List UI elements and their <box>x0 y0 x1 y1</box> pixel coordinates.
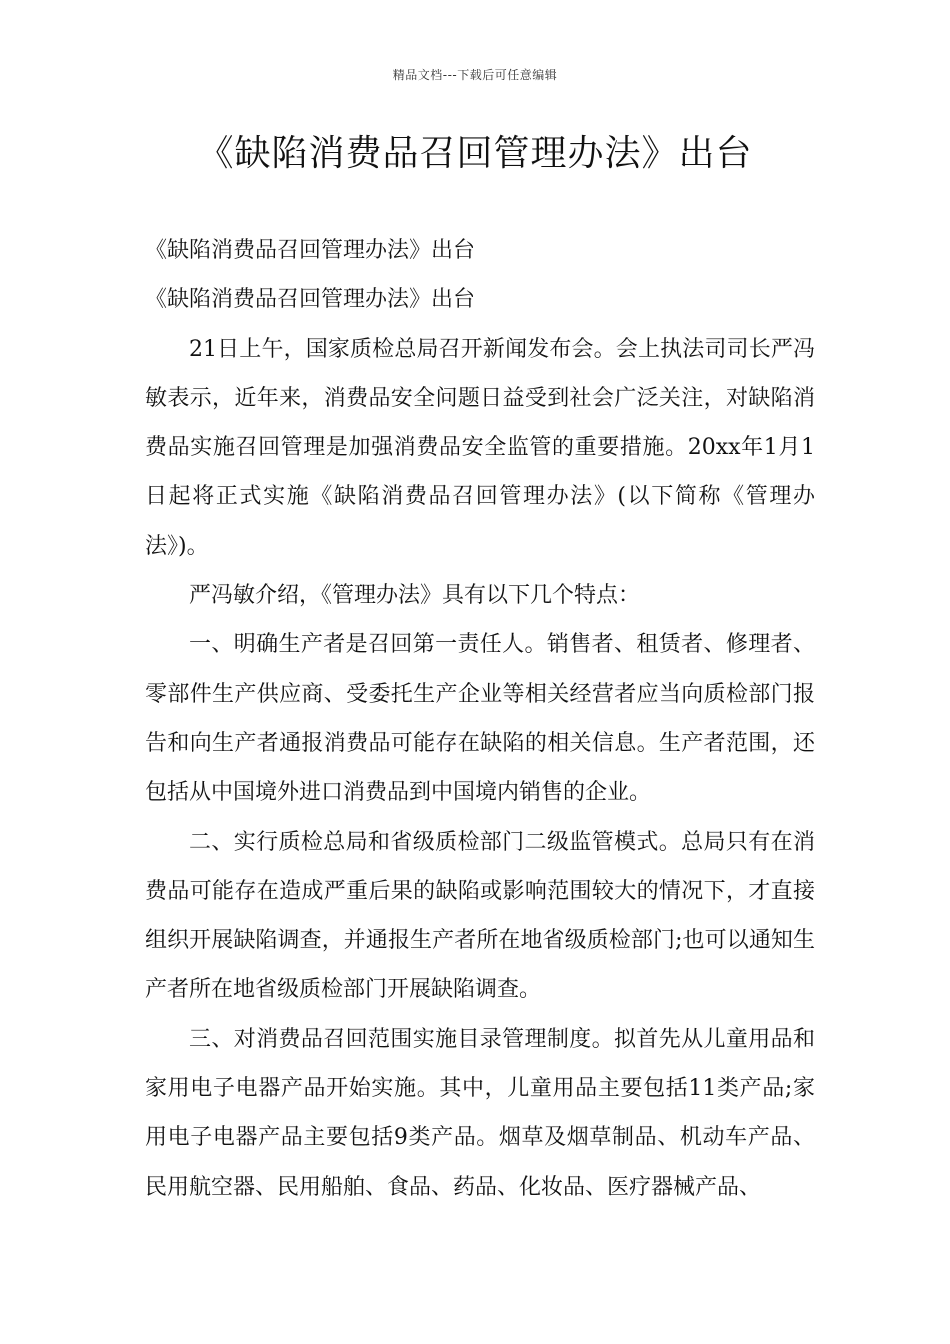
header-note: 精品文档---下载后可任意编辑 <box>392 68 558 82</box>
document-body <box>145 226 815 1212</box>
paragraph: 21日上午，国家质检总局召开新闻发布会。会上执法司司长严冯敏表示，近年来，消费品安全问题日益受到社会广泛关注，对缺陷消费品实施召回管理是加强消费品安全监管的重要措施。20xx年1月1日起将正式实施《缺陷消费品召回管理办法》(以下简称《管理办法》)。 <box>145 336 815 559</box>
paragraph: 二、实行质检总局和省级质检部门二级监管模式。总局只有在消费品可能存在造成严重后果的缺陷或影响范围较大的情况下，才直接组织开展缺陷调查，并通报生产者所在地省级质检部门;也可以通知生产者所在地省级质检部门开展缺陷调查。 <box>145 829 815 1003</box>
paragraph-subtitle: 《缺陷消费品召回管理办法》出台 <box>145 238 476 263</box>
document-title: 《缺陷消费品召回管理办法》出台 <box>197 133 753 174</box>
paragraph: 三、对消费品召回范围实施目录管理制度。拟首先从儿童用品和家用电子电器产品开始实施。其中，儿童用品主要包括11类产品;家用电子电器产品主要包括9类产品。烟草及烟草制品、机动车产品、民用航空器、民用船舶、食品、药品、化妆品、医疗器械产品、 <box>145 1026 815 1200</box>
paragraph-subtitle: 《缺陷消费品召回管理办法》出台 <box>145 287 476 313</box>
paragraph: 一、明确生产者是召回第一责任人。销售者、租赁者、修理者、零部件生产供应商、受委托生产企业等相关经营者应当向质检部门报告和向生产者通报消费品可能存在缺陷的相关信息。生产者范围，还包括从中国境外进口消费品到中国境内销售的企业。 <box>145 632 815 806</box>
paragraph: 严冯敏介绍，《管理办法》具有以下几个特点： <box>189 583 641 609</box>
